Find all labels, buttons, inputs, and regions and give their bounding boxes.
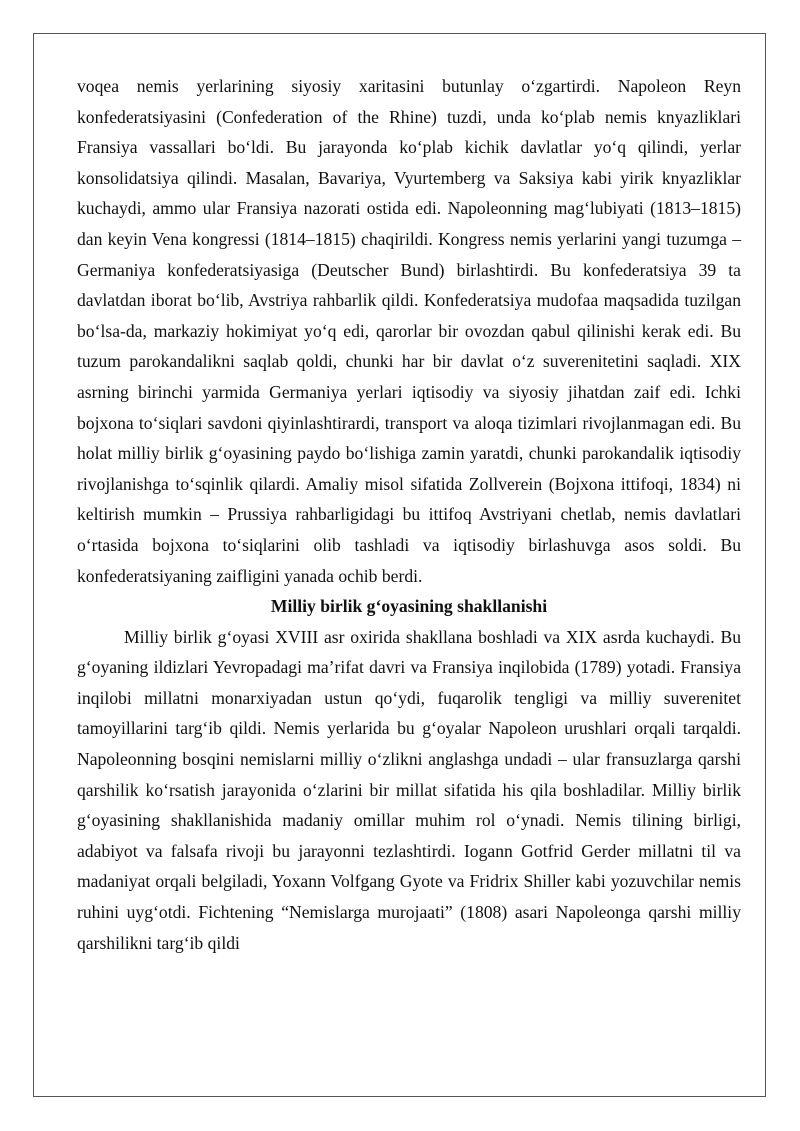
section-heading: Milliy birlik g‘oyasining shakllanishi bbox=[270, 596, 548, 617]
body-paragraph: voqea nemis yerlarining siyosiy xaritasini butunlay o‘zgartirdi. Napoleon Reyn konfederatsiyasini (Confederation of the Rhine) tuzdi, unda ko‘plab nemis knyazliklari Fransiya vassallari bo‘ldi. Bu jarayonda ko‘plab kichik davlatlar yo‘q qilindi, yerlar konsolidatsiya qilindi. Masalan, Bavariya, Vyurtemberg va Saksiya kabi yirik knyazliklar kuchaydi, ammo ular Fransiya nazorati ostida edi. Napoleonning mag‘lubiyati (1813–1815) dan keyin Vena kongressi (1814–1815) chaqirildi. Kongress nemis yerlarini yangi tuzumga – Germaniya konfederatsiyasiga (Deutscher Bund) birlashtirdi. Bu konfederatsiya 39 ta davlatdan iborat bo‘lib, Avstriya rahbarlik qildi. Konfederatsiya mudofaa maqsadida tuzilgan bo‘lsa-da, markaziy hokimiyat yo‘q edi, qarorlar bir ovozdan qabul qilinishi kerak edi. Bu tuzum parokandalikni saqlab qoldi, chunki har bir davlat o‘z suverenitetini saqladi. XIX asrning birinchi yarmida Germaniya yerlari iqtisodiy va siyosiy jihatdan zaif edi. Ichki bojxona to‘siqlari savdoni qiyinlashtirardi, transport va aloqa tizimlari rivojlanmagan edi. Bu holat milliy birlik g‘oyasining paydo bo‘lishiga zamin yaratdi, chunki parokandalik iqtisodiy rivojlanishga to‘sqinlik qilardi. Amaliy misol sifatida Zollverein (Bojxona ittifoqi, 1834) ni keltirish mumkin – Prussiya rahbarligidagi bu ittifoq Avstriyani chetlab, nemis davlatlari o‘rtasida bojxona to‘siqlarini olib tashladi va iqtisodiy birlashuvga asos soldi. Bu konfederatsiyaning zaifligini yanada ochib berdi. bbox=[77, 76, 741, 586]
body-paragraph: Milliy birlik g‘oyasi XVIII asr oxirida shakllana boshladi va XIX asrda kuchaydi. Bu g‘oyaning ildizlari Yevropadagi ma’rifat davri va Fransiya inqilobida (1789) yotadi. Fransiya inqilobi millatni monarxiyadan ustun qo‘ydi, fuqarolik tengligi va milliy suverenitet tamoyillarini targ‘ib qildi. Nemis yerlarida bu g‘oyalar Napoleon urushlari orqali tarqaldi. Napoleonning bosqini nemislarni milliy o‘zlikni anglashga undadi – ular fransuzlarga qarshi qarshilik ko‘rsatish jarayonida o‘zlarini bir millat sifatida his qila boshladilar. Milliy birlik g‘oyasining shakllanishida madaniy omillar muhim rol o‘ynadi. Nemis tilining birligi, adabiyot va falsafa rivoji bu jarayonni tezlashtirdi. Iogann Gotfrid Gerder millatni til va madaniyat orqali belgiladi, Yoxann Volfgang Gyote va Fridrix Shiller kabi yozuvchilar nemis ruhini uyg‘otdi. Fichtening “Nemislarga murojaati” (1808) asari Napoleonga qarshi milliy qarshilikni targ‘ib qildi bbox=[77, 626, 741, 953]
document-body bbox=[77, 71, 741, 958]
